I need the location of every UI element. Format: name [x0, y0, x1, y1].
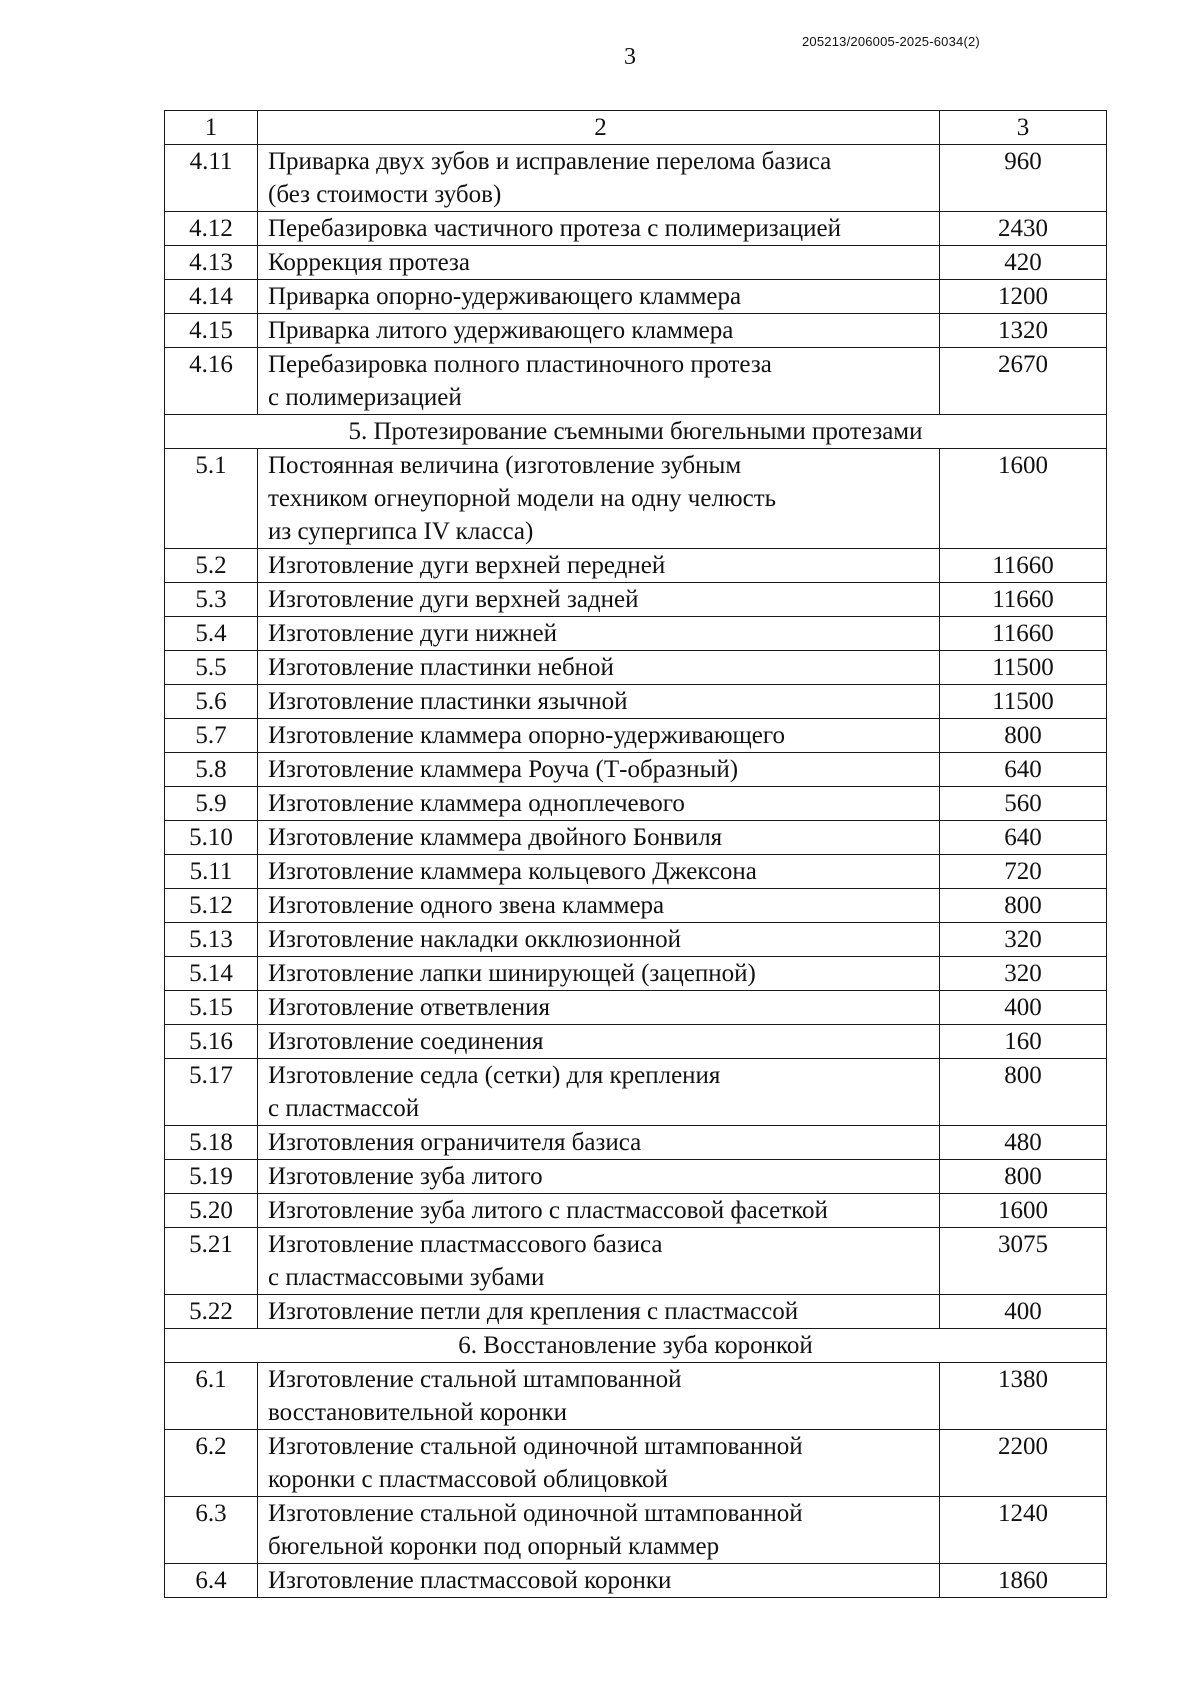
- table-row: [165, 314, 1107, 348]
- row-number: 5.9: [165, 787, 258, 821]
- service-price: 640: [940, 821, 1107, 855]
- row-number: 5.7: [165, 719, 258, 753]
- row-number: 4.14: [165, 280, 258, 314]
- table-row: [165, 889, 1107, 923]
- row-number: 5.2: [165, 549, 258, 583]
- service-price: 420: [940, 246, 1107, 280]
- row-number: 5.21: [165, 1228, 258, 1295]
- header-col-1: 1: [165, 111, 258, 145]
- row-number: 5.20: [165, 1194, 258, 1228]
- table-row: [165, 348, 1107, 415]
- service-name: Изготовление кламмера кольцевого Джексона: [258, 855, 940, 889]
- service-price: 11660: [940, 549, 1107, 583]
- service-price: 1600: [940, 449, 1107, 549]
- price-table: [164, 110, 1107, 1598]
- service-name: Изготовления ограничителя базиса: [258, 1126, 940, 1160]
- service-name: Изготовление кламмера одноплечевого: [258, 787, 940, 821]
- service-price: 640: [940, 753, 1107, 787]
- row-number: 5.10: [165, 821, 258, 855]
- row-number: 5.17: [165, 1059, 258, 1126]
- row-number: 6.2: [165, 1430, 258, 1497]
- service-price: 1320: [940, 314, 1107, 348]
- row-number: 4.11: [165, 145, 258, 212]
- row-number: 5.5: [165, 651, 258, 685]
- table-row: [165, 145, 1107, 212]
- header-col-2: 2: [258, 111, 940, 145]
- row-number: 4.15: [165, 314, 258, 348]
- row-number: 5.11: [165, 855, 258, 889]
- service-price: 320: [940, 957, 1107, 991]
- document-code: 205213/206005-2025-6034(2): [802, 34, 980, 49]
- service-name: Изготовление седла (сетки) для крепления с пластмассой: [258, 1059, 940, 1126]
- table-row: [165, 787, 1107, 821]
- service-price: 400: [940, 991, 1107, 1025]
- row-number: 5.8: [165, 753, 258, 787]
- table-row: [165, 1564, 1107, 1598]
- row-number: 4.13: [165, 246, 258, 280]
- service-price: 2200: [940, 1430, 1107, 1497]
- table-row: [165, 1497, 1107, 1564]
- service-price: 2430: [940, 212, 1107, 246]
- table-row: [165, 1430, 1107, 1497]
- service-price: 1200: [940, 280, 1107, 314]
- service-name: Изготовление зуба литого: [258, 1160, 940, 1194]
- service-name: Постоянная величина (изготовление зубным техником огнеупорной модели на одну челюсть из супергипса IV класса): [258, 449, 940, 549]
- table-row: [165, 1194, 1107, 1228]
- table-row: [165, 1126, 1107, 1160]
- table-row: [165, 923, 1107, 957]
- table-header-row: [165, 111, 1107, 145]
- table-row: [165, 617, 1107, 651]
- row-number: 4.16: [165, 348, 258, 415]
- row-number: 6.3: [165, 1497, 258, 1564]
- service-price: 400: [940, 1295, 1107, 1329]
- table-row: [165, 821, 1107, 855]
- row-number: 5.13: [165, 923, 258, 957]
- page-number: 3: [624, 44, 636, 70]
- table-row: [165, 1228, 1107, 1295]
- row-number: 5.6: [165, 685, 258, 719]
- table-row: [165, 449, 1107, 549]
- table-row: [165, 1025, 1107, 1059]
- service-name: Коррекция протеза: [258, 246, 940, 280]
- service-price: 1860: [940, 1564, 1107, 1598]
- service-name: Изготовление лапки шинирующей (зацепной): [258, 957, 940, 991]
- service-name: Изготовление кламмера Роуча (Т-образный): [258, 753, 940, 787]
- row-number: 5.22: [165, 1295, 258, 1329]
- section-title: 5. Протезирование съемными бюгельными протезами: [165, 415, 1107, 449]
- service-price: 480: [940, 1126, 1107, 1160]
- service-name: Изготовление кламмера двойного Бонвиля: [258, 821, 940, 855]
- service-name: Изготовление стальной одиночной штампованной коронки с пластмассовой облицовкой: [258, 1430, 940, 1497]
- service-name: Приварка литого удерживающего кламмера: [258, 314, 940, 348]
- service-price: 960: [940, 145, 1107, 212]
- table-row: [165, 719, 1107, 753]
- service-price: 720: [940, 855, 1107, 889]
- table-row: [165, 1295, 1107, 1329]
- row-number: 5.16: [165, 1025, 258, 1059]
- table-row: [165, 855, 1107, 889]
- service-name: Изготовление пластмассовой коронки: [258, 1564, 940, 1598]
- service-name: Изготовление стальной одиночной штампованной бюгельной коронки под опорный кламмер: [258, 1497, 940, 1564]
- service-name: Приварка опорно-удерживающего кламмера: [258, 280, 940, 314]
- service-name: Изготовление соединения: [258, 1025, 940, 1059]
- row-number: 5.19: [165, 1160, 258, 1194]
- service-name: Перебазировка полного пластиночного протеза с полимеризацией: [258, 348, 940, 415]
- price-table-body: [165, 111, 1107, 1598]
- section-title: 6. Восстановление зуба коронкой: [165, 1329, 1107, 1363]
- service-name: Изготовление дуги верхней передней: [258, 549, 940, 583]
- service-price: 800: [940, 1160, 1107, 1194]
- service-name: Изготовление ответвления: [258, 991, 940, 1025]
- service-price: 320: [940, 923, 1107, 957]
- service-name: Изготовление дуги верхней задней: [258, 583, 940, 617]
- service-name: Перебазировка частичного протеза с полимеризацией: [258, 212, 940, 246]
- service-price: 800: [940, 889, 1107, 923]
- service-price: 560: [940, 787, 1107, 821]
- service-name: Изготовление пластинки небной: [258, 651, 940, 685]
- table-row: [165, 685, 1107, 719]
- service-price: 2670: [940, 348, 1107, 415]
- table-row: [165, 246, 1107, 280]
- service-name: Изготовление пластинки язычной: [258, 685, 940, 719]
- service-price: 11660: [940, 617, 1107, 651]
- service-price: 11500: [940, 651, 1107, 685]
- service-price: 1380: [940, 1363, 1107, 1430]
- service-name: Изготовление накладки окклюзионной: [258, 923, 940, 957]
- row-number: 4.12: [165, 212, 258, 246]
- header-col-3: 3: [940, 111, 1107, 145]
- row-number: 5.1: [165, 449, 258, 549]
- table-row: [165, 957, 1107, 991]
- service-price: 800: [940, 1059, 1107, 1126]
- service-name: Изготовление пластмассового базиса с пластмассовыми зубами: [258, 1228, 940, 1295]
- service-price: 1600: [940, 1194, 1107, 1228]
- row-number: 5.4: [165, 617, 258, 651]
- section-row: [165, 1329, 1107, 1363]
- service-price: 800: [940, 719, 1107, 753]
- row-number: 6.4: [165, 1564, 258, 1598]
- service-name: Изготовление дуги нижней: [258, 617, 940, 651]
- section-row: [165, 415, 1107, 449]
- table-row: [165, 583, 1107, 617]
- service-name: Изготовление петли для крепления с пластмассой: [258, 1295, 940, 1329]
- service-name: Изготовление стальной штампованной восстановительной коронки: [258, 1363, 940, 1430]
- row-number: 5.12: [165, 889, 258, 923]
- table-row: [165, 1160, 1107, 1194]
- service-price: 3075: [940, 1228, 1107, 1295]
- row-number: 5.3: [165, 583, 258, 617]
- row-number: 5.15: [165, 991, 258, 1025]
- service-name: Изготовление кламмера опорно-удерживающего: [258, 719, 940, 753]
- table-row: [165, 549, 1107, 583]
- table-row: [165, 991, 1107, 1025]
- row-number: 5.18: [165, 1126, 258, 1160]
- row-number: 5.14: [165, 957, 258, 991]
- table-row: [165, 280, 1107, 314]
- service-price: 11660: [940, 583, 1107, 617]
- table-row: [165, 212, 1107, 246]
- table-row: [165, 753, 1107, 787]
- service-price: 160: [940, 1025, 1107, 1059]
- table-row: [165, 651, 1107, 685]
- service-name: Приварка двух зубов и исправление перелома базиса (без стоимости зубов): [258, 145, 940, 212]
- service-price: 11500: [940, 685, 1107, 719]
- service-name: Изготовление зуба литого с пластмассовой фасеткой: [258, 1194, 940, 1228]
- table-row: [165, 1059, 1107, 1126]
- service-price: 1240: [940, 1497, 1107, 1564]
- service-name: Изготовление одного звена кламмера: [258, 889, 940, 923]
- table-row: [165, 1363, 1107, 1430]
- row-number: 6.1: [165, 1363, 258, 1430]
